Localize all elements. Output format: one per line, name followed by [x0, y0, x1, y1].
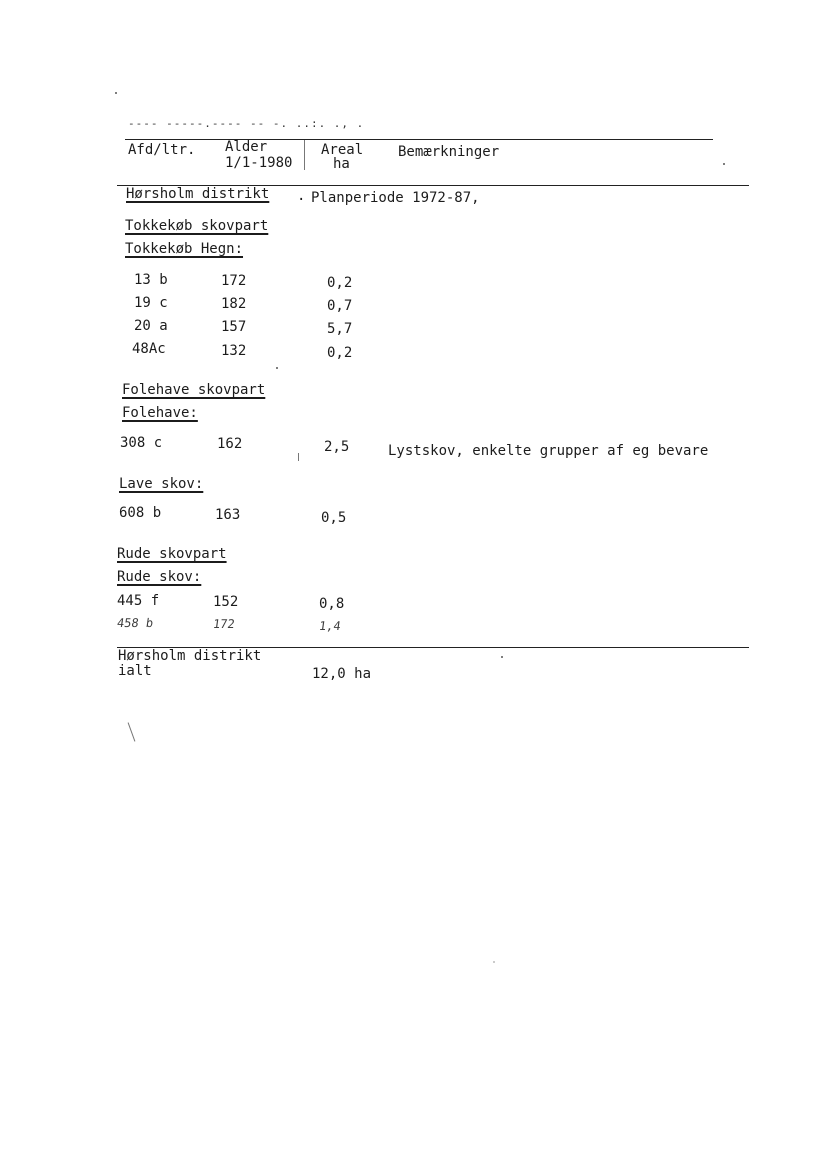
rude-skovpart-heading: Rude skovpart: [117, 546, 227, 562]
afd-cell: 20 a: [134, 318, 168, 334]
speck: [501, 656, 503, 658]
alder-cell: 162: [217, 436, 243, 452]
alder-cell: 132: [221, 343, 247, 359]
col-header-areal: Areal: [321, 142, 364, 158]
areal-cell: 0,7: [327, 298, 353, 314]
alder-cell: 182: [221, 296, 247, 312]
alder-cell: 152: [213, 594, 239, 610]
areal-cell: 0,2: [327, 345, 353, 361]
col-header-alder-date: 1/1-1980: [225, 155, 293, 171]
header-tick: [304, 140, 305, 170]
rude-skov-heading: Rude skov:: [117, 569, 202, 585]
col-header-bemaerkninger: Bemærkninger: [398, 144, 500, 160]
afd-cell: 19 c: [134, 295, 168, 311]
speck: [276, 367, 278, 369]
afd-cell: 308 c: [120, 435, 163, 451]
tokkekob-hegn-heading: Tokkekøb Hegn:: [125, 241, 244, 257]
areal-cell: 1,4: [318, 619, 342, 633]
district-title: Hørsholm distrikt: [126, 186, 270, 202]
areal-cell: 0,2: [327, 275, 353, 291]
tokkekob-skovpart-heading: Tokkekøb skovpart: [125, 218, 269, 234]
remark-cell: Lystskov, enkelte grupper af eg bevare: [388, 443, 709, 459]
folehave-heading: Folehave:: [122, 405, 198, 421]
total-label-line1: Hørsholm distrikt: [118, 648, 262, 664]
folehave-skovpart-heading: Folehave skovpart: [122, 382, 266, 398]
planperiod-text: Planperiode 1972-87,: [311, 190, 480, 206]
total-value: 12,0 ha: [312, 666, 372, 682]
col-header-afd: Afd/ltr.: [128, 142, 196, 158]
speck: [493, 961, 495, 963]
areal-cell: 5,7: [327, 321, 353, 337]
afd-cell: 458 b: [116, 616, 155, 630]
stray-mark: [128, 722, 136, 741]
speck: [723, 163, 725, 165]
alder-cell: 172: [221, 273, 247, 289]
afd-cell: 13 b: [134, 272, 168, 288]
col-header-areal-unit: ha: [333, 156, 350, 172]
top-rule: [125, 139, 713, 140]
alder-cell: 163: [215, 507, 241, 523]
afd-cell: 608 b: [119, 505, 162, 521]
garbled-top-line: ---- -----.---- -- -. ..:. ., .: [128, 117, 365, 130]
afd-cell: 48Ac: [132, 341, 166, 357]
stray-mark: [298, 453, 299, 461]
areal-cell: 2,5: [324, 439, 350, 455]
afd-cell: 445 f: [117, 593, 160, 609]
alder-cell: 172: [212, 617, 236, 631]
areal-cell: 0,5: [321, 510, 347, 526]
total-label-line2: ialt: [118, 663, 152, 679]
district-title-period: .: [297, 188, 306, 204]
alder-cell: 157: [221, 319, 247, 335]
col-header-alder: Alder: [225, 139, 268, 155]
speck: [115, 92, 117, 94]
areal-cell: 0,8: [319, 596, 345, 612]
lave-skov-heading: Lave skov:: [119, 476, 204, 492]
